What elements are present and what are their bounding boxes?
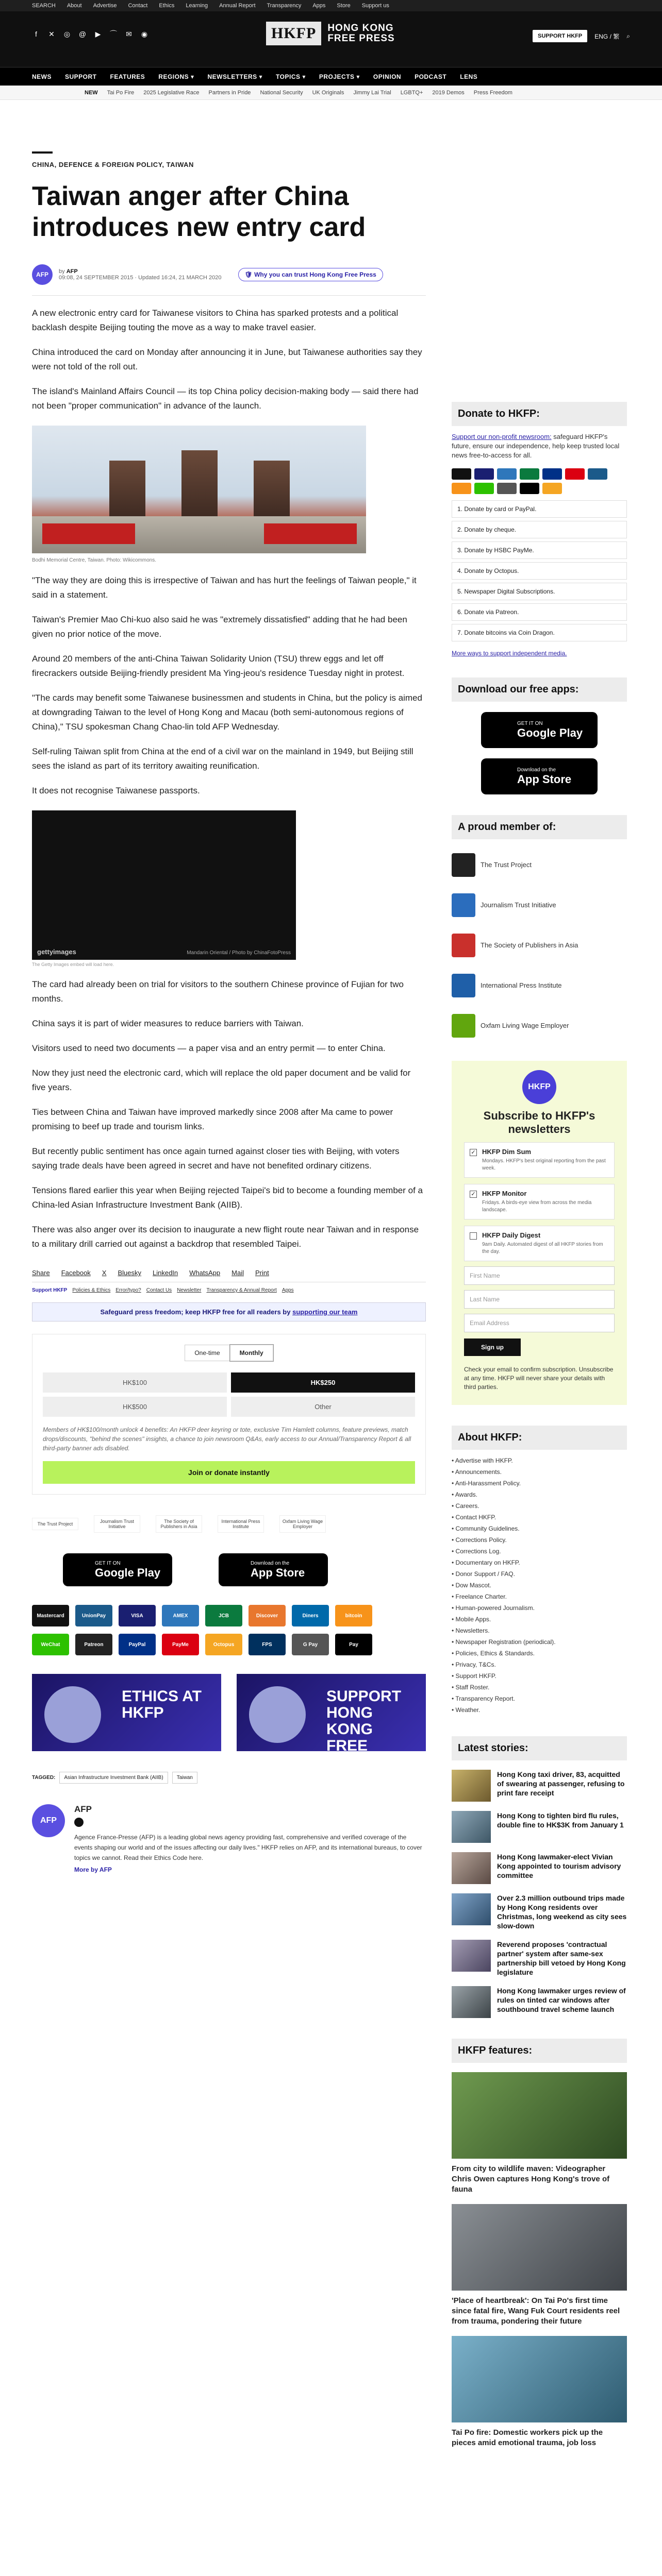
story-thumbnail: [452, 1770, 491, 1802]
about-link[interactable]: • Policies, Ethics & Standards.: [452, 1648, 627, 1659]
paragraph: "The cards may benefit some Taiwanese businessmen and students in China, but the policy is aimed at downgrading Taiwan to the level of Hong Kong and Macau (both semi-autonomous regions of China)," TSU spokesman Chang Chao-lin told AFP Wednesday.: [32, 693, 422, 732]
share-linkedin[interactable]: LinkedIn: [153, 1269, 178, 1277]
sidebar-heading: HKFP features:: [452, 2039, 627, 2063]
sidebar-heading: About HKFP:: [452, 1426, 627, 1450]
footer-link[interactable]: Support HKFP: [32, 1287, 68, 1293]
youtube-icon[interactable]: ▶: [95, 30, 101, 38]
applepay-icon: [520, 483, 539, 494]
newsletter-note: Check your email to confirm subscription. Unsubscribe at any time. HKFP will never share your details with third parties.: [464, 1366, 614, 1391]
about-link[interactable]: • Contact HKFP.: [452, 1512, 627, 1523]
top-utility-bar: [0, 0, 662, 11]
donate-method[interactable]: 3. Donate by HSBC PayMe.: [452, 541, 627, 559]
topbar-link[interactable]: Advertise: [93, 3, 117, 9]
trending-link[interactable]: 2025 Legislative Race: [143, 89, 200, 96]
unionpay-icon: [588, 468, 607, 480]
donate-widget: [452, 402, 627, 657]
article-body: [32, 306, 426, 1251]
topbar-link[interactable]: Ethics: [159, 3, 175, 9]
newsletter-signup: [452, 1061, 627, 1405]
footer-link[interactable]: Policies & Ethics: [72, 1287, 111, 1293]
partner-logo[interactable]: The Society of Publishers in Asia: [156, 1515, 202, 1533]
topbar-link[interactable]: Apps: [312, 3, 326, 9]
topbar-link[interactable]: SEARCH: [32, 3, 56, 9]
newsletter-option[interactable]: HKFP Daily Digest 9am Daily. Automated digest of all HKFP stories from the day.: [464, 1226, 615, 1261]
main-nav: [0, 67, 662, 86]
bitcoin-logo: bitcoin: [335, 1605, 372, 1626]
article-figure: [32, 426, 426, 563]
visa-logo: VISA: [119, 1605, 156, 1626]
google-play-button[interactable]: GET IT ON Google Play: [481, 712, 598, 748]
footer-link[interactable]: Contact Us: [146, 1287, 172, 1293]
getty-brand: gettyimages: [37, 948, 76, 956]
tag-list: TAGGED: Asian Infrastructure Investment Bank (AIIB) Taiwan: [32, 1772, 426, 1784]
octopus-icon: [542, 483, 562, 494]
app-store-buttons: [32, 1553, 426, 1586]
bluesky-icon[interactable]: ⌒: [110, 30, 117, 38]
story-item[interactable]: Reverend proposes 'contractual partner' system after same-sex partnership bill vetoed by Hong Kong legislature: [452, 1940, 627, 1977]
author-avatar[interactable]: AFP: [32, 264, 53, 285]
about-link[interactable]: • Staff Roster.: [452, 1682, 627, 1693]
nav-item[interactable]: PODCAST: [415, 73, 447, 80]
nav-item[interactable]: TOPICS ▾: [276, 73, 306, 80]
topbar-link[interactable]: Transparency: [267, 3, 302, 9]
social-links: [32, 30, 148, 38]
paragraph: The island's Mainland Affairs Council — its top China policy decision-making body — said there had not been "proper communication" in advance of the launch.: [32, 386, 419, 411]
paragraph: China introduced the card on Monday after announcing it in June, but Taiwanese authorities say they were not told of the roll out.: [32, 347, 422, 371]
story-item[interactable]: Hong Kong lawmaker urges review of rules on tinted car windows after southbound travel scheme launch: [452, 1986, 627, 2018]
topbar-link[interactable]: About: [67, 3, 82, 9]
story-item[interactable]: Hong Kong to tighten bird flu rules, double fine to HK$3K from January 1: [452, 1811, 627, 1843]
more-by-author-link[interactable]: More by AFP: [74, 1866, 112, 1873]
facebook-icon[interactable]: f: [35, 30, 37, 38]
jcb-logo: JCB: [205, 1605, 242, 1626]
flowerbed-shape: [264, 523, 357, 544]
trending-link[interactable]: Press Freedom: [473, 89, 512, 96]
story-thumbnail: [452, 1893, 491, 1925]
donate-banner: Safeguard press freedom; keep HKFP free for all readers by supporting our team: [32, 1302, 426, 1321]
nav-item[interactable]: REGIONS ▾: [158, 73, 194, 80]
about-link[interactable]: • Announcements.: [452, 1466, 627, 1478]
paragraph: A new electronic entry card for Taiwanese visitors to China has sparked protests and a political backlash despite Beijing touting the move as a way to make travel easier.: [32, 308, 399, 332]
donate-method[interactable]: 4. Donate by Octopus.: [452, 562, 627, 580]
bodhi-memorial-photo: [32, 426, 366, 553]
story-thumbnail: [452, 1986, 491, 2018]
promo-graphic: [249, 1686, 306, 1743]
checkbox-checked[interactable]: ✓: [470, 1191, 477, 1198]
about-link[interactable]: • Mobile Apps.: [452, 1614, 627, 1625]
pagoda-shape: [254, 461, 290, 517]
donate-method[interactable]: 7. Donate bitcoins via Coin Dragon.: [452, 624, 627, 641]
share-x[interactable]: X: [102, 1269, 107, 1277]
ethics-promo[interactable]: ETHICS AT HKFP: [32, 1674, 221, 1751]
about-widget: [452, 1426, 627, 1716]
language-switch[interactable]: ENG / 繁: [594, 32, 620, 40]
sidebar-heading: Donate to HKFP:: [452, 402, 627, 426]
about-link[interactable]: • Weather.: [452, 1704, 627, 1716]
donate-text: Support our non-profit newsroom: safeguard HKFP's future, ensure our independence, help keep trusted local news free-to-access for all.: [452, 433, 620, 459]
more-ways-link[interactable]: More ways to support independent media.: [452, 650, 567, 657]
feature-item[interactable]: 'Place of heartbreak': On Tai Po's first time since fatal fire, Wang Fuk Court residents reel from trauma, pondering their future: [452, 2204, 627, 2327]
about-link[interactable]: • Corrections Log.: [452, 1546, 627, 1557]
octopus-logo: Octopus: [205, 1634, 242, 1655]
donate-method[interactable]: 5. Newspaper Digital Subscriptions.: [452, 583, 627, 600]
amount-option[interactable]: HK$100: [43, 1372, 227, 1393]
jcb-icon: [520, 468, 539, 480]
paragraph: Around 20 members of the anti-China Taiwan Solidarity Union (TSU) threw eggs and let off firecrackers outside Beijing-friendly president Ma Ying-jeou's residence Tuesday night in protest.: [32, 654, 405, 678]
about-link[interactable]: • Transparency Report.: [452, 1693, 627, 1704]
story-thumbnail: [452, 1811, 491, 1843]
partner-logo[interactable]: The Trust Project: [32, 1518, 78, 1530]
newsletter-option[interactable]: ✓ HKFP Monitor Fridays. A birds-eye view from across the media landscape.: [464, 1184, 615, 1219]
sopa-icon: [452, 934, 475, 957]
paragraph: Now they just need the electronic card, which will replace the old paper document and be valid for five years.: [32, 1068, 411, 1092]
support-newsroom-link[interactable]: Support our non-profit newsroom:: [452, 433, 552, 440]
jti-icon: [452, 893, 475, 917]
sidebar-heading: Latest stories:: [452, 1736, 627, 1760]
partner-logo[interactable]: Oxfam Living Wage Employer: [279, 1515, 326, 1533]
topbar-link[interactable]: Contact: [128, 3, 148, 9]
kicker-rule: [32, 151, 53, 154]
hkfp-badge: HKFP: [522, 1070, 556, 1104]
nav-item[interactable]: FEATURES: [110, 73, 145, 80]
newsletter-title: Subscribe to HKFP's newsletters: [483, 1109, 595, 1136]
member-org[interactable]: Oxfam Living Wage Employer: [452, 1011, 627, 1040]
nav-item[interactable]: PROJECTS ▾: [319, 73, 360, 80]
paragraph: Taiwan's Premier Mao Chi-kuo also said he was "extremely dissatisfied" adding that he had been given no prior notice of the move.: [32, 615, 407, 639]
amount-options: [43, 1372, 415, 1417]
ipi-icon: [452, 974, 475, 997]
sidebar-heading: A proud member of:: [452, 815, 627, 839]
gpay-logo: G Pay: [292, 1634, 329, 1655]
checkbox[interactable]: [470, 1232, 477, 1240]
paragraph: Visitors used to need two documents — a paper visa and an entry permit — to enter China.: [32, 1043, 386, 1053]
about-link[interactable]: • Corrections Policy.: [452, 1534, 627, 1546]
author-description: Agence France-Presse (AFP) is a leading global news agency providing fast, comprehensive and verified coverage of the events shaping our world and of the issues affecting our daily lives." HKFP relies on AFP, and its international bureaus, to cover topics we cannot. Read their Ethics Code here.: [74, 1834, 422, 1861]
email-input[interactable]: Email Address: [464, 1314, 615, 1332]
about-link[interactable]: • Human-powered Journalism.: [452, 1602, 627, 1614]
about-link[interactable]: • Support HKFP.: [452, 1670, 627, 1682]
member-org[interactable]: Journalism Trust Initiative: [452, 891, 627, 920]
mastercard-logo: Mastercard: [32, 1605, 69, 1626]
footer-link[interactable]: Transparency & Annual Report: [206, 1287, 277, 1293]
newsletter-option[interactable]: ✓ HKFP Dim Sum Mondays. HKFP's best original reporting from the past week.: [464, 1142, 615, 1178]
trending-new-label: NEW: [85, 89, 98, 96]
story-item[interactable]: Over 2.3 million outbound trips made by Hong Kong residents over Christmas, long weekend as city sees slow-down: [452, 1893, 627, 1930]
partner-logo[interactable]: Journalism Trust Initiative: [94, 1515, 140, 1533]
author-name[interactable]: AFP: [66, 268, 78, 275]
discover-logo: Discover: [249, 1605, 286, 1626]
feature-item[interactable]: Tai Po fire: Domestic workers pick up the pieces amid emotional trauma, job loss: [452, 2336, 627, 2448]
pagoda-shape: [181, 450, 218, 517]
about-links: [452, 1455, 627, 1716]
about-link[interactable]: • Donor Support / FAQ.: [452, 1568, 627, 1580]
byline: [32, 264, 426, 285]
paypal-icon: [542, 468, 562, 480]
nav-item[interactable]: LENS: [460, 73, 478, 80]
support-promo[interactable]: SUPPORT HONG KONG FREE PRESS: [237, 1674, 426, 1751]
share-bar: [32, 1269, 426, 1282]
footer-link[interactable]: Error/typo?: [115, 1287, 141, 1293]
latest-stories-widget: [452, 1736, 627, 2018]
trending-link[interactable]: 2019 Demos: [432, 89, 465, 96]
nav-item[interactable]: SUPPORT: [65, 73, 97, 80]
app-store-button[interactable]: Download on the App Store: [219, 1553, 328, 1586]
paragraph: Tensions flared earlier this year when Beijing rejected Taipei's bid to become a founding member of a China-led Asian Infrastructure Investment Bank (AIIB).: [32, 1185, 423, 1210]
publish-date: 09:08, 24 SEPTEMBER 2015 · Updated 16:24, 21 MARCH 2020: [59, 275, 222, 281]
hkfp-logo[interactable]: [266, 22, 395, 45]
feature-image: [452, 2072, 627, 2159]
donate-method[interactable]: 6. Donate via Patreon.: [452, 603, 627, 621]
member-org[interactable]: The Society of Publishers in Asia: [452, 931, 627, 960]
about-link[interactable]: • Newspaper Registration (periodical).: [452, 1636, 627, 1648]
tag-chip[interactable]: Taiwan: [172, 1772, 197, 1784]
paragraph: It does not recognise Taiwanese passports.: [32, 786, 200, 795]
oxfam-icon: [452, 1014, 475, 1038]
about-link[interactable]: • Newsletters.: [452, 1625, 627, 1636]
unionpay-logo: UnionPay: [75, 1605, 112, 1626]
share-label: Share: [32, 1269, 50, 1277]
partner-logo[interactable]: International Press Institute: [218, 1515, 264, 1533]
donate-method[interactable]: 2. Donate by cheque.: [452, 521, 627, 538]
payment-methods: [32, 1605, 426, 1655]
promo-banners: [32, 1674, 426, 1771]
getty-caption: The Getty Images embed will load here.: [32, 962, 114, 967]
paragraph: Ties between China and Taiwan have improved markedly since 2008 after Ma came to power promising to beef up trade and tourism links.: [32, 1107, 393, 1131]
wechat-icon: [474, 483, 494, 494]
wechat-logo: WeChat: [32, 1634, 69, 1655]
trending-link[interactable]: UK Originals: [312, 89, 344, 96]
amex-icon: [497, 468, 517, 480]
diners-logo: Diners: [292, 1605, 329, 1626]
share-facebook[interactable]: Facebook: [61, 1269, 91, 1277]
visa-icon: [474, 468, 494, 480]
mastercard-icon: [452, 468, 471, 480]
promo-graphic: [44, 1686, 101, 1743]
checkbox-checked[interactable]: ✓: [470, 1149, 477, 1156]
apps-widget: [452, 677, 627, 794]
last-name-input[interactable]: Last Name: [464, 1290, 615, 1309]
flowerbed-shape: [42, 523, 135, 544]
tag-chip[interactable]: Asian Infrastructure Investment Bank (AIIB): [59, 1772, 168, 1784]
paragraph: Self-ruling Taiwan split from China at the end of a civil war on the mainland in 1949, but Beijing still sees the island as part of its territory awaiting reunification.: [32, 747, 413, 771]
about-link[interactable]: • Advertise with HKFP.: [452, 1455, 627, 1466]
site-header: [0, 11, 662, 67]
member-org[interactable]: International Press Institute: [452, 971, 627, 1000]
author-bio: [32, 1804, 426, 1873]
byline-meta: by AFP 09:08, 24 SEPTEMBER 2015 · Updated 16:24, 21 MARCH 2020: [59, 268, 222, 281]
member-list: [452, 851, 627, 1040]
article-category[interactable]: CHINA, DEFENCE & FOREIGN POLICY, TAIWAN: [32, 161, 194, 168]
trending-link[interactable]: Partners in Pride: [208, 89, 251, 96]
feature-image: [452, 2336, 627, 2422]
topbar-link[interactable]: Learning: [186, 3, 208, 9]
about-link[interactable]: • Freelance Charter.: [452, 1591, 627, 1602]
nav-item[interactable]: OPINION: [373, 73, 402, 80]
x-icon[interactable]: [74, 1818, 84, 1827]
amount-option-selected[interactable]: HK$250: [231, 1372, 415, 1393]
story-item[interactable]: Hong Kong taxi driver, 83, acquitted of swearing at passenger, refusing to print fare receipt: [452, 1770, 627, 1802]
payme-icon: [565, 468, 585, 480]
article-title: Taiwan anger after China introduces new entry card: [32, 181, 366, 242]
fps-logo: FPS: [249, 1634, 286, 1655]
instagram-icon[interactable]: ◎: [63, 30, 71, 38]
paragraph: There was also anger over its decision to inaugurate a new flight route near Taiwan and in response to a military drill carried out against a backdrop that resembled Taipei.: [32, 1225, 419, 1249]
donate-method[interactable]: 1. Donate by card or PayPal.: [452, 500, 627, 518]
paragraph: But recently public sentiment has once again turned against closer ties with Beijing, with voters saying trade deals have been agreed in secret and have not benefited ordinary citizens.: [32, 1146, 400, 1171]
monthly-tab[interactable]: Monthly: [230, 1345, 273, 1361]
paragraph: The card had already been on trial for visitors to the southern Chinese province of Fujian for two months.: [32, 979, 404, 1004]
share-bluesky[interactable]: Bluesky: [118, 1269, 141, 1277]
features-widget: [452, 2039, 627, 2448]
sidebar-heading: Download our free apps:: [452, 677, 627, 702]
about-link[interactable]: • Anti-Harassment Policy.: [452, 1478, 627, 1489]
about-link[interactable]: • Community Guidelines.: [452, 1523, 627, 1534]
sign-up-button[interactable]: Sign up: [464, 1338, 521, 1356]
support-team-link[interactable]: supporting our team: [292, 1308, 358, 1316]
pagoda-shape: [109, 461, 145, 517]
paypal-logo: PayPal: [119, 1634, 156, 1655]
trending-link[interactable]: Tai Po Fire: [107, 89, 135, 96]
divider: [32, 295, 426, 296]
header-actions: [533, 30, 630, 42]
about-link[interactable]: • Privacy, T&Cs.: [452, 1659, 627, 1670]
trust-button[interactable]: 🛡 Why you can trust Hong Kong Free Press: [238, 268, 383, 281]
patreon-logo: Patreon: [75, 1634, 112, 1655]
footer-link[interactable]: Apps: [282, 1287, 294, 1293]
search-icon[interactable]: ⌕: [626, 32, 630, 40]
partner-logos: [32, 1515, 426, 1533]
feature-image: [452, 2204, 627, 2291]
x-icon[interactable]: ✕: [48, 30, 55, 38]
donation-widget: [32, 1334, 426, 1495]
about-link[interactable]: • Careers.: [452, 1500, 627, 1512]
google-play-button[interactable]: GET IT ON Google Play: [63, 1553, 172, 1586]
support-hkfp-button[interactable]: SUPPORT HKFP: [533, 30, 587, 42]
sidebar: [452, 100, 627, 2469]
nav-item[interactable]: NEWSLETTERS ▾: [207, 73, 263, 80]
paragraph: "The way they are doing this is irrespective of Taiwan and has hurt the feelings of Taiwan people," it said in a statement.: [32, 575, 417, 600]
article-column: [32, 100, 426, 2469]
trending-link[interactable]: Jimmy Lai Trial: [353, 89, 391, 96]
author-name[interactable]: AFP: [74, 1804, 92, 1814]
logo-mark: HKFP: [266, 22, 321, 45]
donate-methods: [452, 500, 627, 641]
membership-widget: [452, 815, 627, 1040]
member-org[interactable]: The Trust Project: [452, 851, 627, 879]
membership-note: Members of HK$100/month unlock 4 benefits: An HKFP deer keyring or tote, exclusive Tim Hamlett columns, feature previews, match drops/discounts, "behind the scenes" insights, a chance to join newsroom Q&As, early access to our Annual/Transparency Report & all third-party banner ads disabled.: [43, 1426, 411, 1452]
topbar-link[interactable]: Store: [337, 3, 351, 9]
about-link[interactable]: • Documentary on HKFP.: [452, 1557, 627, 1568]
mail-icon[interactable]: ✉: [126, 30, 132, 38]
frequency-toggle: [43, 1345, 415, 1361]
getty-embed[interactable]: [32, 810, 296, 960]
card-logos: [452, 468, 627, 494]
story-thumbnail: [452, 1940, 491, 1972]
story-item[interactable]: Hong Kong lawmaker-elect Vivian Kong appointed to tourism advisory committee: [452, 1852, 627, 1884]
rss-icon[interactable]: ◉: [141, 30, 148, 38]
author-avatar[interactable]: AFP: [32, 1804, 65, 1837]
share-whatsapp[interactable]: WhatsApp: [189, 1269, 221, 1277]
page-body: [0, 100, 662, 2469]
applepay-logo: Pay: [335, 1634, 372, 1655]
photo-caption: Bodhi Memorial Centre, Taiwan. Photo: Wikicommons.: [32, 557, 157, 563]
trending-link[interactable]: National Security: [260, 89, 303, 96]
join-donate-button[interactable]: Join or donate instantly: [43, 1461, 415, 1484]
amex-logo: AMEX: [162, 1605, 199, 1626]
about-link[interactable]: • Dow Mascot.: [452, 1580, 627, 1591]
topbar-link[interactable]: Annual Report: [219, 3, 256, 9]
article-footer-links: [32, 1287, 426, 1293]
share-print[interactable]: Print: [255, 1269, 269, 1277]
first-name-input[interactable]: First Name: [464, 1266, 615, 1285]
topbar-link[interactable]: Support us: [361, 3, 389, 9]
amount-option[interactable]: HK$500: [43, 1397, 227, 1417]
getty-credit: Mandarin Oriental / Photo by ChinaFotoPress: [187, 950, 291, 956]
paragraph: China says it is part of wider measures to reduce barriers with Taiwan.: [32, 1019, 304, 1028]
trending-bar: [0, 86, 662, 100]
amount-option-other[interactable]: Other: [231, 1397, 415, 1417]
trust-project-icon: [452, 853, 475, 877]
bitcoin-icon: [452, 483, 471, 494]
story-thumbnail: [452, 1852, 491, 1884]
app-store-button[interactable]: Download on the App Store: [481, 758, 598, 794]
gpay-icon: [497, 483, 517, 494]
payme-logo: PayMe: [162, 1634, 199, 1655]
share-mail[interactable]: Mail: [231, 1269, 244, 1277]
footer-link[interactable]: Newsletter: [177, 1287, 202, 1293]
threads-icon[interactable]: @: [78, 30, 87, 38]
nav-item[interactable]: NEWS: [32, 73, 52, 80]
about-link[interactable]: • Awards.: [452, 1489, 627, 1500]
feature-item[interactable]: From city to wildlife maven: Videographer Chris Owen captures Hong Kong's trove of fauna: [452, 2072, 627, 2195]
logo-name: HONG KONG FREE PRESS: [327, 23, 395, 44]
one-time-tab[interactable]: One-time: [185, 1345, 229, 1361]
trending-link[interactable]: LGBTQ+: [400, 89, 423, 96]
